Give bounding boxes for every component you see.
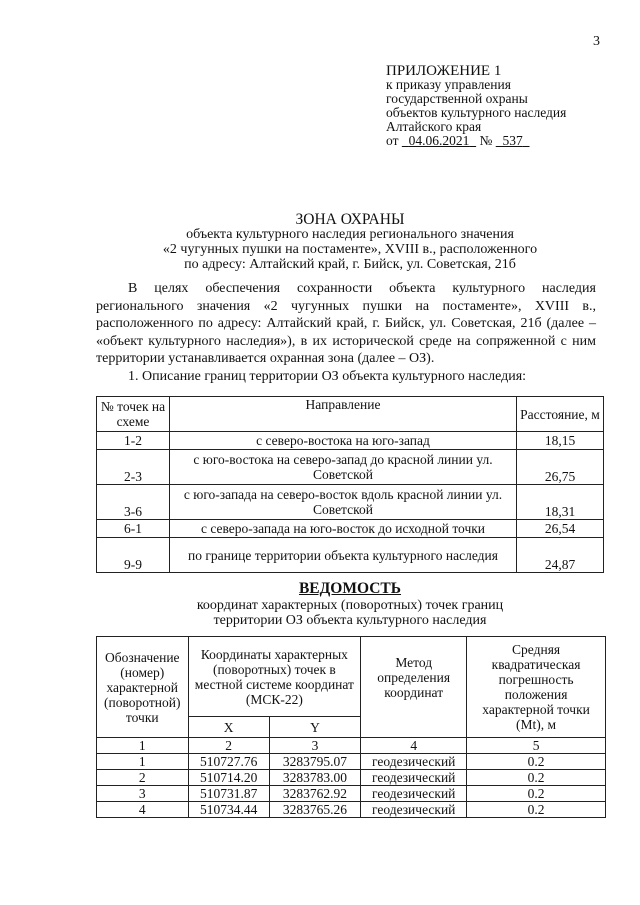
header-distance: Расстояние, м xyxy=(517,397,604,432)
zone-subtitle xyxy=(60,227,640,272)
appendix-line: к приказу управления xyxy=(386,77,511,92)
paragraph: 1. Описание границ территории ОЗ объекта культурного наследия: xyxy=(128,368,527,384)
column-number-row xyxy=(97,738,606,754)
boundary-table xyxy=(96,396,604,573)
cell-point: 1 xyxy=(97,754,189,770)
cell-distance: 18,15 xyxy=(517,432,604,450)
zone-subtitle-line: объекта культурного наследия регионального значения xyxy=(186,227,514,242)
cell-point: 3 xyxy=(97,786,189,802)
table-header-row xyxy=(97,397,604,432)
vedomost-subtitle-line: территории ОЗ объекта культурного наследия xyxy=(213,613,487,628)
order-date: 04.06.2021 xyxy=(408,133,470,148)
page-number: 3 xyxy=(593,34,600,49)
column-number: 1 xyxy=(97,738,189,754)
order-number: 537 xyxy=(502,133,523,148)
date-prefix: от xyxy=(386,133,399,148)
table-row xyxy=(97,754,606,770)
cell-distance: 26,75 xyxy=(517,450,604,485)
cell-direction: с северо-запада на юго-восток до исходной точки xyxy=(170,520,517,538)
appendix-line: государственной охраны xyxy=(386,91,528,106)
cell-point: 2 xyxy=(97,770,189,786)
table-row xyxy=(97,770,606,786)
table-row xyxy=(97,538,604,573)
cell-y: 3283762.92 xyxy=(269,786,361,802)
cell-distance: 18,31 xyxy=(517,485,604,520)
cell-mt: 0.2 xyxy=(467,802,606,818)
vedomost-title: ВЕДОМОСТЬ xyxy=(298,580,402,597)
column-number: 3 xyxy=(269,738,361,754)
cell-y: 3283783.00 xyxy=(269,770,361,786)
header-direction: Направление xyxy=(170,397,517,432)
cell-x: 510714.20 xyxy=(188,770,269,786)
cell-method: геодезический xyxy=(361,754,467,770)
table-row xyxy=(97,786,606,802)
cell-distance: 26,54 xyxy=(517,520,604,538)
cell-point: 4 xyxy=(97,802,189,818)
header-coordinates: Координаты характерных (поворотных) точек в местной системе координат (МСК-22) xyxy=(188,637,361,717)
zone-subtitle-line: «2 чугунных пушки на постаменте», XVIII в., расположенного xyxy=(162,242,538,257)
header-x: X xyxy=(188,717,269,738)
order-date-line xyxy=(386,134,566,148)
table-row xyxy=(97,520,604,538)
appendix-line: Алтайского края xyxy=(386,119,482,134)
cell-distance: 24,87 xyxy=(517,538,604,573)
header-designation: Обозначение (номер) характерной (поворотной) точки xyxy=(97,637,189,738)
column-number: 5 xyxy=(467,738,606,754)
table-row xyxy=(97,802,606,818)
cell-y: 3283765.26 xyxy=(269,802,361,818)
appendix-line: объектов культурного наследия xyxy=(386,105,567,120)
cell-direction: по границе территории объекта культурного наследия xyxy=(170,538,517,573)
zone-title: ЗОНА ОХРАНЫ xyxy=(295,211,405,228)
cell-x: 510731.87 xyxy=(188,786,269,802)
paragraph: В целях обеспечения сохранности объекта культурного наследия регионального значения «2 чугунных пушки на постаменте», XVIII в., расположенного по адресу: Алтайский край, г. Бийск, ул. Советская, 21б (далее – «объект культурного наследия»), в их исторической среде на сопряженной с ним территории устанавливается охранная зона (далее – ОЗ). xyxy=(96,281,596,366)
header-method: Метод определения координат xyxy=(361,637,467,738)
table-header-row xyxy=(97,637,606,717)
cell-mt: 0.2 xyxy=(467,754,606,770)
table-row xyxy=(97,485,604,520)
cell-points: 2-3 xyxy=(97,450,170,485)
number-prefix: № xyxy=(479,133,493,148)
header-points: № точек на схеме xyxy=(97,397,170,432)
cell-x: 510727.76 xyxy=(188,754,269,770)
cell-points: 9-9 xyxy=(97,538,170,573)
vedomost-subtitle-line: координат характерных (поворотных) точек границ xyxy=(196,598,504,613)
cell-points: 6-1 xyxy=(97,520,170,538)
header-y: Y xyxy=(269,717,361,738)
cell-points: 3-6 xyxy=(97,485,170,520)
cell-mt: 0.2 xyxy=(467,770,606,786)
cell-direction: с юго-запада на северо-восток вдоль красной линии ул. Советской xyxy=(170,485,517,520)
zone-subtitle-line: по адресу: Алтайский край, г. Бийск, ул. Советская, 21б xyxy=(184,257,516,272)
cell-direction: с юго-востока на северо-запад до красной линии ул. Советской xyxy=(170,450,517,485)
column-number: 4 xyxy=(361,738,467,754)
coordinates-table xyxy=(96,636,606,818)
table-row xyxy=(97,450,604,485)
cell-mt: 0.2 xyxy=(467,786,606,802)
cell-points: 1-2 xyxy=(97,432,170,450)
cell-x: 510734.44 xyxy=(188,802,269,818)
appendix-title: ПРИЛОЖЕНИЕ 1 xyxy=(386,63,502,79)
body-text xyxy=(96,280,596,385)
cell-direction: с северо-востока на юго-запад xyxy=(170,432,517,450)
cell-y: 3283795.07 xyxy=(269,754,361,770)
header-error: Средняя квадратическая погрешность положения характерной точки (Mt), м xyxy=(467,637,606,738)
column-number: 2 xyxy=(188,738,269,754)
cell-method: геодезический xyxy=(361,786,467,802)
appendix-header xyxy=(386,64,566,148)
cell-method: геодезический xyxy=(361,802,467,818)
cell-method: геодезический xyxy=(361,770,467,786)
table-row xyxy=(97,432,604,450)
vedomost-subtitle xyxy=(60,598,640,628)
